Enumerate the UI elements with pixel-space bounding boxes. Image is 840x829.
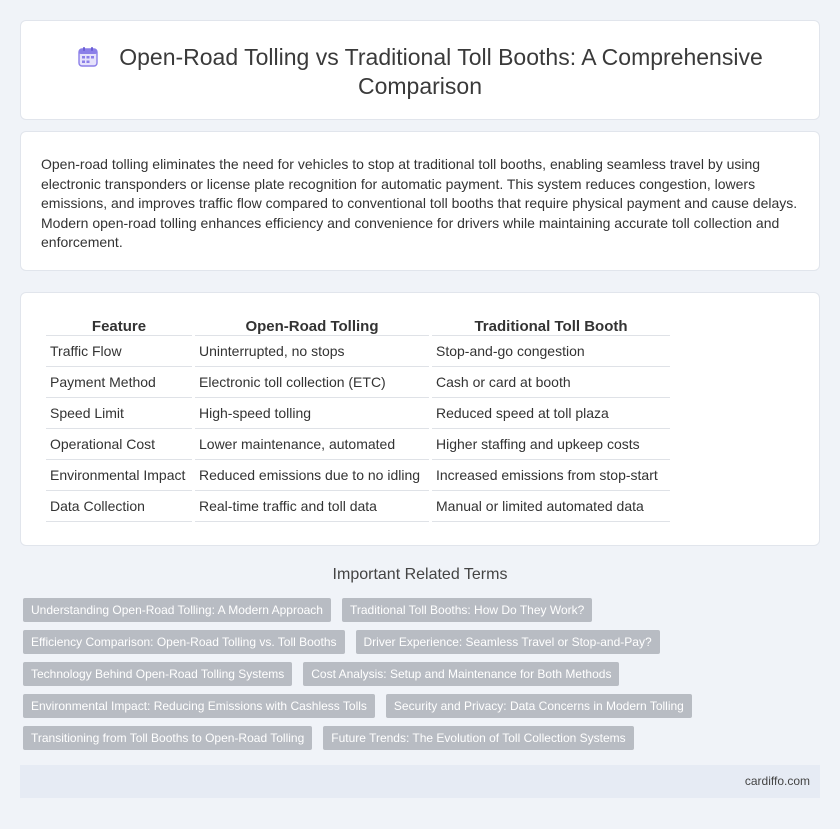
table-cell: Higher staffing and upkeep costs xyxy=(432,429,670,460)
related-term-link[interactable]: Transitioning from Toll Booths to Open-Road Tolling xyxy=(23,726,312,750)
table-row xyxy=(46,398,670,429)
table-header-row xyxy=(46,315,670,336)
related-term-link[interactable]: Environmental Impact: Reducing Emissions with Cashless Tolls xyxy=(23,694,375,718)
table-cell: Environmental Impact xyxy=(46,460,192,491)
tag-row xyxy=(23,598,823,630)
table-cell: Reduced speed at toll plaza xyxy=(432,398,670,429)
table-cell: Operational Cost xyxy=(46,429,192,460)
related-terms-list xyxy=(23,598,823,758)
table-cell: Lower maintenance, automated xyxy=(195,429,429,460)
related-term-link[interactable]: Understanding Open-Road Tolling: A Modern Approach xyxy=(23,598,331,622)
tag-row xyxy=(23,694,823,726)
page-title-wrap xyxy=(21,43,819,101)
calendar-icon xyxy=(77,46,99,68)
table-cell: Real-time traffic and toll data xyxy=(195,491,429,522)
related-terms-title: Important Related Terms xyxy=(332,566,508,583)
tag-row xyxy=(23,662,823,694)
table-cell: Stop-and-go congestion xyxy=(432,336,670,367)
table-row xyxy=(46,336,670,367)
intro-paragraph: Open-road tolling eliminates the need for vehicles to stop at traditional toll booths, enabling seamless travel by using electronic transponders or license plate recognition for automatic payment. This system reduces congestion, lowers emissions, and improves traffic flow compared to conventional toll booths that require physical payment and cause delays. Modern open-road tolling enhances efficiency and convenience for drivers while maintaining accurate toll collection and enforcement. xyxy=(41,156,798,250)
comparison-card xyxy=(20,292,820,546)
table-cell: Electronic toll collection (ETC) xyxy=(195,367,429,398)
table-cell: Data Collection xyxy=(46,491,192,522)
table-row xyxy=(46,491,670,522)
footer xyxy=(20,765,820,798)
related-term-link[interactable]: Technology Behind Open-Road Tolling Systems xyxy=(23,662,292,686)
table-row xyxy=(46,429,670,460)
related-term-link[interactable]: Traditional Toll Booths: How Do They Work? xyxy=(342,598,592,622)
table-cell: High-speed tolling xyxy=(195,398,429,429)
header-open-road: Open-Road Tolling xyxy=(195,315,429,336)
table-cell: Increased emissions from stop-start xyxy=(432,460,670,491)
tag-row xyxy=(23,630,823,662)
related-term-link[interactable]: Security and Privacy: Data Concerns in Modern Tolling xyxy=(386,694,692,718)
table-cell: Uninterrupted, no stops xyxy=(195,336,429,367)
comparison-table xyxy=(43,315,673,522)
footer-site-link[interactable]: cardiffo.com xyxy=(744,774,810,788)
table-cell: Traffic Flow xyxy=(46,336,192,367)
table-cell: Manual or limited automated data xyxy=(432,491,670,522)
page-title: Open-Road Tolling vs Traditional Toll Booths: A Comprehensive Comparison xyxy=(119,44,763,99)
table-cell: Payment Method xyxy=(46,367,192,398)
tag-row xyxy=(23,726,823,758)
table-cell: Cash or card at booth xyxy=(432,367,670,398)
table-row xyxy=(46,460,670,491)
related-term-link[interactable]: Driver Experience: Seamless Travel or Stop-and-Pay? xyxy=(356,630,660,654)
header-card xyxy=(20,20,820,120)
table-row xyxy=(46,367,670,398)
header-feature: Feature xyxy=(46,315,192,336)
table-cell: Speed Limit xyxy=(46,398,192,429)
related-term-link[interactable]: Efficiency Comparison: Open-Road Tolling vs. Toll Booths xyxy=(23,630,345,654)
related-term-link[interactable]: Cost Analysis: Setup and Maintenance for Both Methods xyxy=(303,662,619,686)
header-traditional: Traditional Toll Booth xyxy=(432,315,670,336)
intro-card xyxy=(20,131,820,271)
table-cell: Reduced emissions due to no idling xyxy=(195,460,429,491)
related-term-link[interactable]: Future Trends: The Evolution of Toll Collection Systems xyxy=(323,726,633,750)
